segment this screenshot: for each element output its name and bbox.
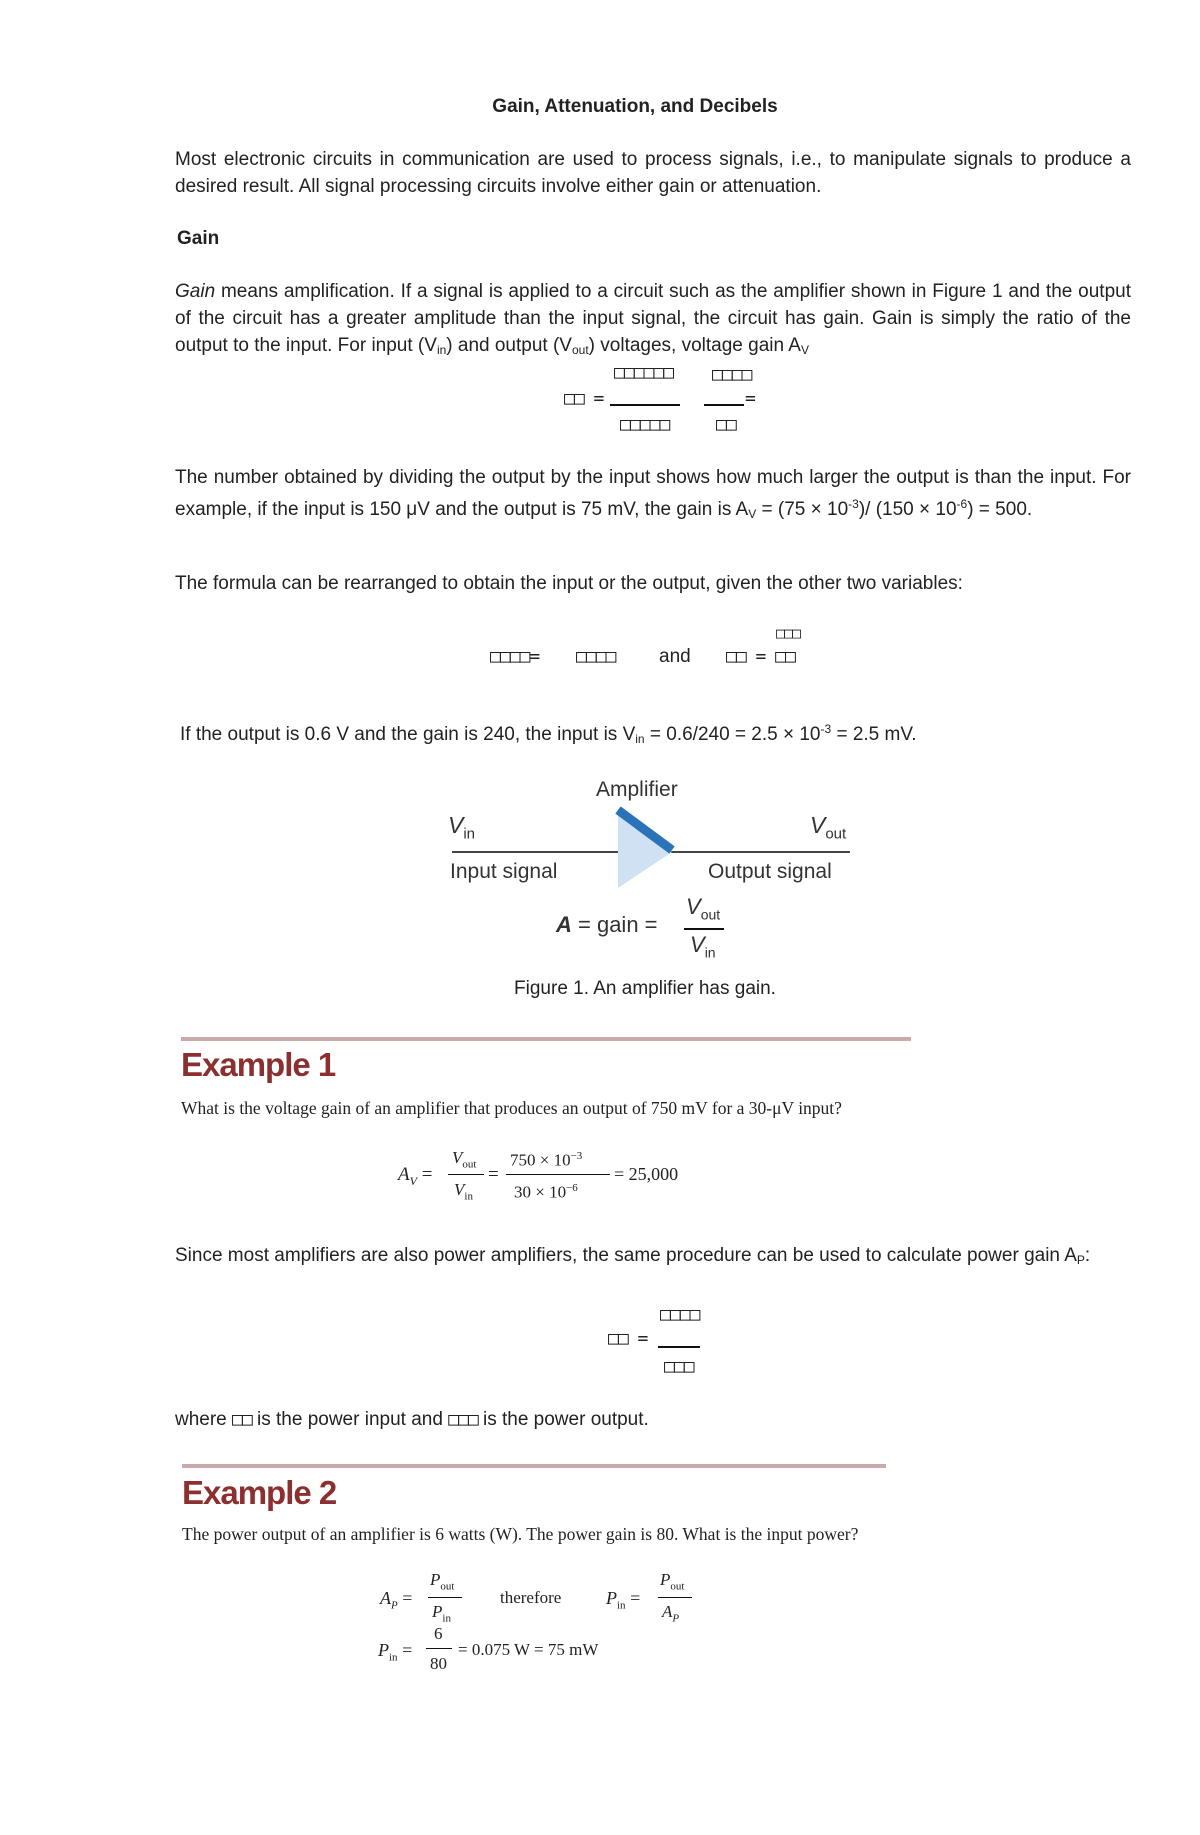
- ex2-f2-den-v: A: [662, 1602, 673, 1621]
- para4-sub-in: in: [635, 732, 645, 746]
- figure-vout-label: [810, 812, 846, 843]
- ex1-lhs-a: A: [398, 1164, 410, 1185]
- eq1-den1: □□□□□: [620, 414, 670, 435]
- figure-num-v: V: [686, 894, 701, 919]
- ex2-lhs1-a: A: [380, 1588, 391, 1608]
- figure-formula-mid: = gain =: [571, 912, 658, 937]
- figure-vin-v: V: [448, 812, 464, 838]
- eq3-lhs: □□ =: [608, 1328, 648, 1349]
- ex1-f1-den-v: V: [454, 1180, 465, 1199]
- figure-vin-label: [448, 812, 475, 843]
- example-2-f1-den: [432, 1602, 451, 1624]
- ex1-f2-den-v: 30 × 10: [514, 1182, 567, 1202]
- ex2-f1-den-sub: in: [442, 1612, 451, 1625]
- para6-text-2: is the power input and: [251, 1409, 449, 1430]
- rearrange-paragraph: The formula can be rearranged to obtain the input or the output, given the other two variables:: [175, 573, 963, 594]
- ex2-f2-num-v: P: [660, 1570, 671, 1589]
- eq2-and: and: [659, 646, 691, 667]
- eq2-left: □□□□=: [490, 646, 540, 667]
- ex2-lhs2-sub: in: [617, 1599, 626, 1612]
- power-gain-paragraph: [175, 1242, 1131, 1274]
- figure-caption: Figure 1. An amplifier has gain.: [514, 978, 776, 999]
- ex2-f1-num-sub: out: [440, 1580, 455, 1593]
- para4-sup: -3: [820, 722, 832, 736]
- gain-text-1: means amplification. If a signal is applied to a circuit such as the amplifier shown in Figure 1 and the output of the circuit has a greater amplitude than the input signal, the circuit has gain. Gain is simply the ratio of the output to the input. For input (V: [175, 281, 1131, 356]
- eq2-left-value: □□□□: [576, 646, 616, 667]
- figure-den-v: V: [690, 932, 705, 957]
- ex1-f1-num-v: V: [452, 1148, 463, 1167]
- para2-text-2: = (75 × 10: [756, 499, 849, 520]
- eq1-num2: □□□□: [712, 364, 752, 385]
- eq3-num: □□□□: [660, 1304, 700, 1325]
- para5-text-1: Since most amplifiers are also power amplifiers, the same procedure can be used to calculate power gain A: [175, 1245, 1077, 1266]
- para6-text-3: is the power output.: [477, 1409, 649, 1430]
- figure-amplifier-label: Amplifier: [596, 778, 678, 801]
- figure-formula-den: [690, 932, 716, 960]
- ex1-f2-den-sup: −6: [566, 1182, 578, 1194]
- example-1-result: = 25,000: [614, 1164, 679, 1184]
- example-2-title: Example 2: [182, 1474, 337, 1511]
- example-1-f1-den: [454, 1180, 473, 1202]
- example-2-rule: [182, 1464, 886, 1468]
- example-1-title: Example 1: [181, 1046, 336, 1083]
- example-2-f1-num: [430, 1570, 454, 1592]
- para2-sup-1: -3: [848, 497, 859, 511]
- para4-text-1: If the output is 0.6 V and the gain is 240, the input is V: [180, 724, 636, 745]
- eq3-frac-line: [658, 1346, 700, 1348]
- example-2-lhs-1: $A_P$ =: [380, 1588, 413, 1612]
- example-2-frac-line-1: [428, 1597, 462, 1598]
- example-paragraph: [175, 464, 1131, 528]
- figure-vout-sub: out: [825, 825, 847, 843]
- ex2-f1-num-v: P: [430, 1570, 441, 1589]
- ex1-lhs-sub: V: [409, 1173, 417, 1188]
- para2-text-1: The number obtained by dividing the output by the input shows how much larger the output is than the input. For example, if the input is 150 μV and the output is 75 mV, the gain is A: [175, 467, 1131, 520]
- example-1-eq-sign: =: [488, 1164, 499, 1185]
- example-2-lhs-2: $P_{in}$ =: [606, 1588, 641, 1612]
- figure-formula-lhs: A: [556, 912, 572, 937]
- ex1-f1-num-sub: out: [462, 1158, 477, 1171]
- para5-sub-p: P: [1076, 1253, 1085, 1267]
- ex1-f2-num-sup: −3: [570, 1150, 583, 1162]
- gain-italic-word: Gain: [175, 281, 216, 302]
- eq1-tail: =: [745, 388, 755, 409]
- gain-sub-v: V: [800, 343, 809, 357]
- example-2-therefore: therefore: [500, 1588, 562, 1607]
- power-def-paragraph: [175, 1406, 1131, 1433]
- document-title: Gain, Attenuation, and Decibels: [492, 96, 778, 117]
- ex2-lhs2-p: P: [606, 1588, 617, 1608]
- figure-num-sub: out: [700, 906, 721, 923]
- example-1-frac-line-2: [506, 1174, 610, 1175]
- gain-text-3: ) voltages, voltage gain A: [588, 335, 801, 356]
- example-1-question: What is the voltage gain of an amplifier that produces an output of 750 mV for a 30-μV input?: [181, 1098, 842, 1118]
- example-2-question: The power output of an amplifier is 6 watts (W). The power gain is 80. What is the input power?: [182, 1524, 859, 1544]
- para2-sup-2: -6: [956, 497, 968, 511]
- figure-output-signal: Output signal: [708, 860, 832, 883]
- eq1-frac-line-2: [704, 404, 744, 406]
- figure-frac-line: [684, 928, 724, 930]
- eq1-frac-line-1: [610, 404, 680, 406]
- para4-text-2: = 0.6/240 = 2.5 × 10: [644, 724, 821, 745]
- example-2-frac-line-3: [426, 1648, 452, 1649]
- example-1-f2-den: [514, 1182, 578, 1203]
- gain-text-2: ) and output (V: [446, 335, 572, 356]
- example-2-f2-den: [662, 1602, 679, 1624]
- para5-text-2: :: [1084, 1245, 1091, 1266]
- ex1-f1-den-sub: in: [464, 1190, 473, 1203]
- gain-heading: Gain: [177, 228, 220, 249]
- figure-vin-sub: in: [463, 825, 476, 843]
- example-2-f3-num: 6: [434, 1624, 443, 1643]
- eq3-den: □□□: [664, 1356, 694, 1377]
- example-2-f3-den: 80: [430, 1654, 447, 1673]
- example-1-frac-line-1: [448, 1174, 484, 1175]
- ex2-f1-den-v: P: [432, 1602, 443, 1621]
- eq1-num1: □□□□□□: [614, 362, 674, 383]
- figure-den-sub: in: [704, 944, 716, 961]
- ex2-f2-num-sub: out: [670, 1580, 685, 1593]
- para6-box-1: □□: [232, 1409, 252, 1430]
- figure-vout-v: V: [810, 812, 826, 838]
- gain-sub-in: in: [436, 343, 447, 357]
- gain-paragraph: [175, 278, 1131, 364]
- figure-gain-formula: [556, 912, 658, 938]
- ex1-f2-num-v: 750 × 10: [510, 1150, 571, 1170]
- example-2-f2-num: [660, 1570, 684, 1592]
- example-1-lhs: $A_V$ =: [398, 1164, 433, 1188]
- example-2-frac-line-2: [658, 1597, 692, 1598]
- input-calc-paragraph: [180, 716, 1136, 753]
- example-2-lhs-3: $P_{in}$ =: [378, 1640, 413, 1664]
- example-2-result: = 0.075 W = 75 mW: [458, 1640, 599, 1659]
- intro-paragraph: Most electronic circuits in communication are used to process signals, i.e., to manipulate signals to produce a desired result. All signal processing circuits involve either gain or attenuation.: [175, 149, 1131, 197]
- example-1-f2-num: [510, 1150, 582, 1171]
- figure-input-signal: Input signal: [450, 860, 558, 883]
- eq2-right: □□ = □□: [726, 646, 795, 667]
- example-1-rule: [181, 1037, 911, 1041]
- example-1-f1-num: [452, 1148, 476, 1170]
- para4-text-3: = 2.5 mV.: [831, 724, 917, 745]
- para2-text-3: )/ (150 × 10: [858, 499, 957, 520]
- ex2-lhs3-p: P: [378, 1640, 389, 1660]
- eq1-den2: □□: [716, 414, 736, 435]
- figure-formula-num: [686, 894, 720, 922]
- gain-sub-out: out: [571, 343, 589, 357]
- eq2-right-top: □□□: [776, 624, 801, 642]
- ex2-lhs3-sub: in: [389, 1651, 398, 1664]
- eq1-lhs: □□ =: [564, 388, 604, 409]
- para6-box-2: □□□: [448, 1409, 478, 1430]
- ex2-lhs1-sub: P: [391, 1599, 398, 1612]
- para2-text-4: ) = 500.: [967, 499, 1033, 520]
- ex2-f2-den-sub: P: [672, 1612, 680, 1625]
- para2-sub-v: V: [748, 507, 757, 521]
- para6-text-1: where: [175, 1409, 233, 1430]
